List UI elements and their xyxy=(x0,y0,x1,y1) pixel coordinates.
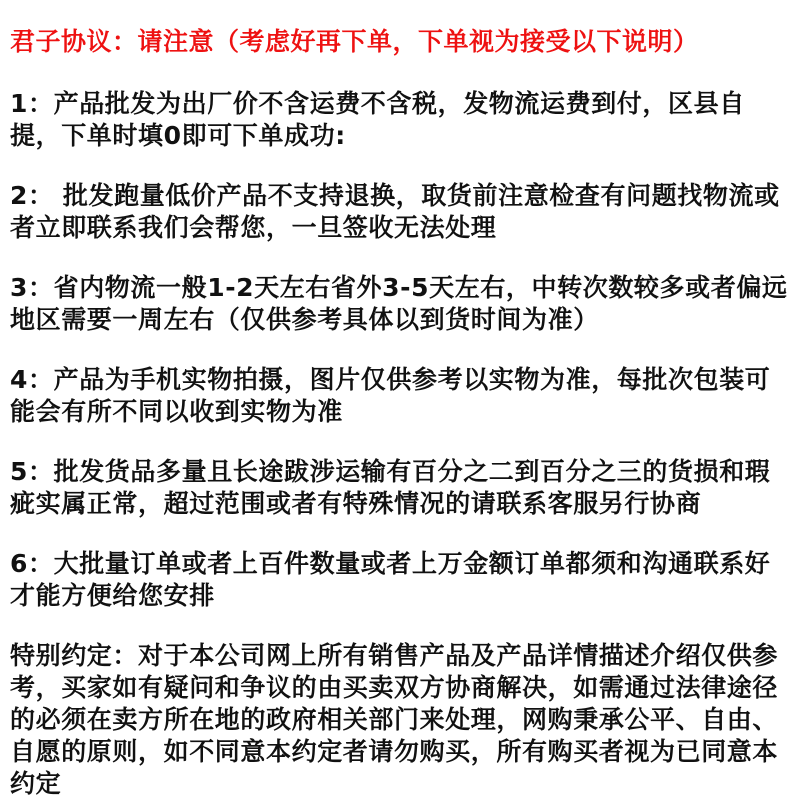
clause-4-product-photos: 4：产品为手机实物拍摄，图片仅供参考以实物为准，每批次包装可能会有所不同以收到实物为准 xyxy=(10,365,771,426)
clause-1-shipping-terms: 1：产品批发为出厂价不含运费不含税，发物流运费到付，区县自提，下单时填0即可下单成功: xyxy=(10,89,745,150)
clause-2-returns-policy: 2： 批发跑量低价产品不支持退换，取货前注意检查有问题找物流或者立即联系我们会帮您，一旦签收无法处理 xyxy=(10,181,780,242)
notice-title-container xyxy=(10,22,792,62)
clause-3-delivery-time: 3：省内物流一般1-2天左右省外3-5天左右，中转次数较多或者偏远地区需要一周左右（仅供参考具体以到货时间为准） xyxy=(10,273,788,334)
clause-special-agreement: 特别约定：对于本公司网上所有销售产品及产品详情描述介绍仅供参考，买家如有疑问和争议的由买卖双方协商解决，如需通过法律途径的必须在卖方所在地的政府相关部门来处理，网购秉承公平、自由、自愿的原则，如不同意本约定者请勿购买，所有购买者视为已同意本约定 xyxy=(10,641,779,798)
clause-5-transport-damage: 5：批发货品多量且长途跋涉运输有百分之二到百分之三的货损和瑕疵实属正常，超过范围或者有特殊情况的请联系客服另行协商 xyxy=(10,457,771,518)
notice-title: 君子协议：请注意（考虑好再下单，下单视为接受以下说明） xyxy=(10,27,699,56)
clause-6-bulk-orders: 6：大批量订单或者上百件数量或者上万金额订单都须和沟通联系好才能方便给您安排 xyxy=(10,549,771,610)
